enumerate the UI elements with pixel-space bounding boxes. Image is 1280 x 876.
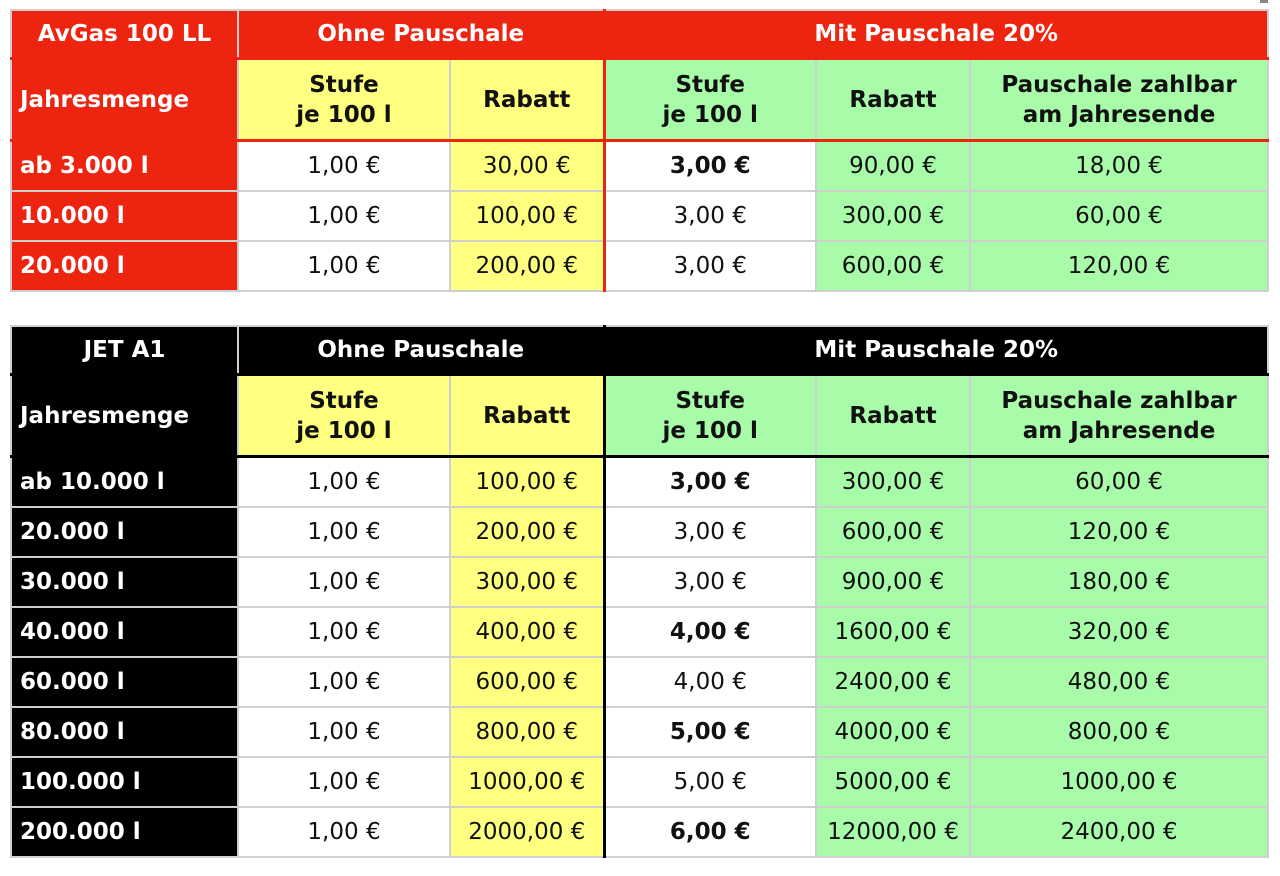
table-row	[11, 191, 1268, 241]
cell-stufe-ohne: 1,00 €	[238, 141, 450, 192]
table-row	[11, 807, 1268, 857]
avgas-col-stufe-mit-line1: Stufe	[675, 71, 746, 98]
avgas-col-pauschale-line1: Pauschale zahlbar	[1001, 71, 1237, 98]
table-row	[11, 507, 1268, 557]
jet-col-stufe-ohne	[238, 375, 450, 457]
avgas-col-jahresmenge: Jahresmenge	[11, 59, 238, 141]
cell-rabatt-ohne: 100,00 €	[450, 457, 604, 508]
jet-col-stufe-mit-line1: Stufe	[675, 387, 746, 414]
cell-rabatt-ohne: 1000,00 €	[450, 757, 604, 807]
cell-rabatt-mit: 300,00 €	[816, 457, 970, 508]
row-menge: 30.000 l	[11, 557, 238, 607]
jet-col-stufe-mit	[604, 375, 816, 457]
jet-col-rabatt-ohne: Rabatt	[450, 375, 604, 457]
cell-stufe-ohne: 1,00 €	[238, 707, 450, 757]
cell-stufe-mit: 3,00 €	[604, 557, 816, 607]
avgas-col-pauschale-line2: am Jahresende	[1022, 101, 1216, 128]
cell-rabatt-mit: 90,00 €	[816, 141, 970, 192]
avgas-col-rabatt-ohne: Rabatt	[450, 59, 604, 141]
cell-stufe-mit: 3,00 €	[604, 241, 816, 291]
row-menge: ab 3.000 l	[11, 141, 238, 192]
cell-stufe-mit: 5,00 €	[604, 707, 816, 757]
cell-stufe-mit: 4,00 €	[604, 607, 816, 657]
cell-rabatt-mit: 5000,00 €	[816, 757, 970, 807]
cell-rabatt-ohne: 400,00 €	[450, 607, 604, 657]
jet-title: JET A1	[11, 326, 238, 375]
cell-rabatt-ohne: 800,00 €	[450, 707, 604, 757]
cell-rabatt-mit: 1600,00 €	[816, 607, 970, 657]
avgas-col-stufe-mit	[604, 59, 816, 141]
row-menge: 20.000 l	[11, 507, 238, 557]
avgas-col-stufe-ohne-line2: je 100 l	[296, 101, 392, 128]
cell-stufe-mit: 3,00 €	[604, 457, 816, 508]
cell-stufe-ohne: 1,00 €	[238, 757, 450, 807]
jet-col-pauschale	[970, 375, 1268, 457]
cell-pauschale: 60,00 €	[970, 457, 1268, 508]
cell-stufe-ohne: 1,00 €	[238, 241, 450, 291]
table-row	[11, 757, 1268, 807]
jet-col-rabatt-mit: Rabatt	[816, 375, 970, 457]
cell-rabatt-ohne: 200,00 €	[450, 241, 604, 291]
jet-col-pauschale-line2: am Jahresende	[1022, 417, 1216, 444]
avgas-col-rabatt-mit: Rabatt	[816, 59, 970, 141]
cell-rabatt-ohne: 200,00 €	[450, 507, 604, 557]
cell-stufe-ohne: 1,00 €	[238, 191, 450, 241]
jet-col-stufe-ohne-line2: je 100 l	[296, 417, 392, 444]
cell-stufe-ohne: 1,00 €	[238, 607, 450, 657]
avgas-col-pauschale	[970, 59, 1268, 141]
jet-col-stufe-mit-line2: je 100 l	[662, 417, 758, 444]
cell-stufe-ohne: 1,00 €	[238, 807, 450, 857]
cell-stufe-mit: 3,00 €	[604, 191, 816, 241]
avgas-col-stufe-ohne-line1: Stufe	[309, 71, 379, 98]
cell-stufe-mit: 5,00 €	[604, 757, 816, 807]
cell-pauschale: 800,00 €	[970, 707, 1268, 757]
cell-rabatt-mit: 300,00 €	[816, 191, 970, 241]
avgas-title: AvGas 100 LL	[11, 10, 238, 59]
table-row	[11, 557, 1268, 607]
cell-stufe-mit: 6,00 €	[604, 807, 816, 857]
cell-rabatt-ohne: 100,00 €	[450, 191, 604, 241]
table-row	[11, 607, 1268, 657]
row-menge: 10.000 l	[11, 191, 238, 241]
jet-col-stufe-ohne-line1: Stufe	[309, 387, 379, 414]
row-menge: ab 10.000 l	[11, 457, 238, 508]
row-menge: 200.000 l	[11, 807, 238, 857]
cell-pauschale: 320,00 €	[970, 607, 1268, 657]
cell-pauschale: 2400,00 €	[970, 807, 1268, 857]
cell-stufe-ohne: 1,00 €	[238, 557, 450, 607]
cell-stufe-ohne: 1,00 €	[238, 457, 450, 508]
jet-col-pauschale-line1: Pauschale zahlbar	[1001, 387, 1237, 414]
row-menge: 80.000 l	[11, 707, 238, 757]
jet-col-jahresmenge: Jahresmenge	[11, 375, 238, 457]
jet-group-mit: Mit Pauschale 20%	[604, 326, 1268, 375]
avgas-col-stufe-mit-line2: je 100 l	[662, 101, 758, 128]
cell-pauschale: 60,00 €	[970, 191, 1268, 241]
cell-pauschale: 18,00 €	[970, 141, 1268, 192]
cell-rabatt-ohne: 2000,00 €	[450, 807, 604, 857]
cell-rabatt-mit: 600,00 €	[816, 507, 970, 557]
cell-pauschale: 120,00 €	[970, 507, 1268, 557]
jet-group-ohne: Ohne Pauschale	[238, 326, 604, 375]
cell-rabatt-mit: 4000,00 €	[816, 707, 970, 757]
table-row	[11, 141, 1268, 192]
table-row	[11, 457, 1268, 508]
table-row	[11, 241, 1268, 291]
cell-rabatt-ohne: 300,00 €	[450, 557, 604, 607]
corner-mark	[1260, 0, 1268, 3]
cell-pauschale: 480,00 €	[970, 657, 1268, 707]
row-menge: 60.000 l	[11, 657, 238, 707]
avgas-col-stufe-ohne	[238, 59, 450, 141]
cell-pauschale: 120,00 €	[970, 241, 1268, 291]
cell-rabatt-mit: 600,00 €	[816, 241, 970, 291]
cell-stufe-mit: 3,00 €	[604, 141, 816, 192]
cell-pauschale: 1000,00 €	[970, 757, 1268, 807]
cell-rabatt-ohne: 600,00 €	[450, 657, 604, 707]
table-row	[11, 657, 1268, 707]
row-menge: 40.000 l	[11, 607, 238, 657]
cell-rabatt-ohne: 30,00 €	[450, 141, 604, 192]
avgas-group-ohne: Ohne Pauschale	[238, 10, 604, 59]
cell-stufe-mit: 4,00 €	[604, 657, 816, 707]
cell-stufe-mit: 3,00 €	[604, 507, 816, 557]
row-menge: 20.000 l	[11, 241, 238, 291]
table-row	[11, 707, 1268, 757]
avgas-group-mit: Mit Pauschale 20%	[604, 10, 1268, 59]
cell-pauschale: 180,00 €	[970, 557, 1268, 607]
cell-stufe-ohne: 1,00 €	[238, 507, 450, 557]
avgas-price-table	[10, 9, 1269, 292]
cell-stufe-ohne: 1,00 €	[238, 657, 450, 707]
row-menge: 100.000 l	[11, 757, 238, 807]
cell-rabatt-mit: 12000,00 €	[816, 807, 970, 857]
cell-rabatt-mit: 2400,00 €	[816, 657, 970, 707]
cell-rabatt-mit: 900,00 €	[816, 557, 970, 607]
jet-price-table	[10, 325, 1269, 858]
